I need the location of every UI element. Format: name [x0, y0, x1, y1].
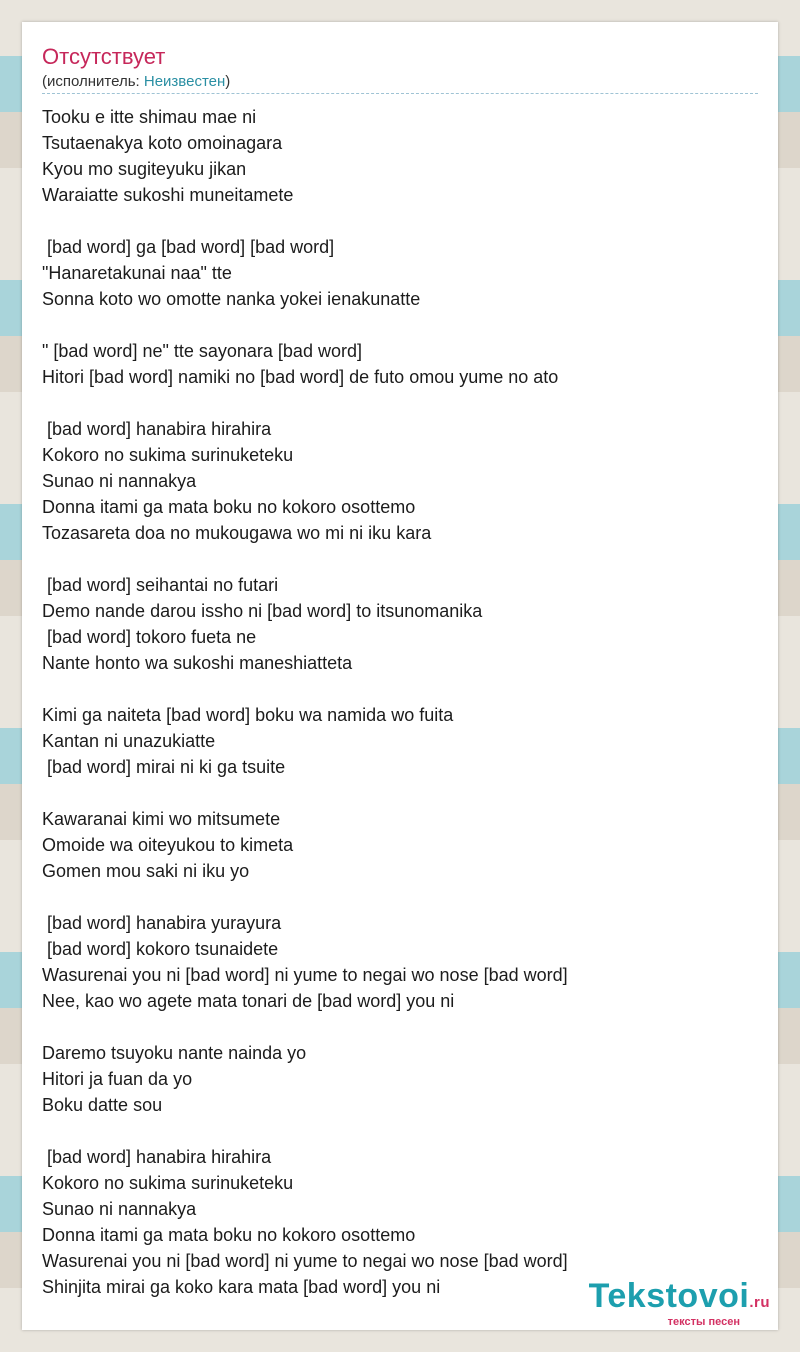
lyric-line: Sonna koto wo omotte nanka yokei ienakunatte: [42, 289, 421, 309]
artist-suffix: ): [225, 73, 231, 90]
song-title: Отсутствует: [42, 44, 166, 69]
lyrics-card: [22, 22, 778, 1330]
lyric-line: Kokoro no sukima surinuketeku: [42, 1173, 294, 1193]
lyric-line: Omoide wa oiteyukou to kimeta: [42, 835, 294, 855]
lyric-line: Kawaranai kimi wo mitsumete: [42, 809, 281, 829]
lyric-line: [42, 208, 762, 234]
lyric-line: [42, 780, 762, 806]
lyric-line: Hitori [bad word] namiki no [bad word] de futo omou yume no ato: [42, 367, 559, 387]
lyric-line: Kimi ga naiteta [bad word] boku wa namida wo fuita: [42, 705, 454, 725]
lyric-line: Shinjita mirai ga koko kara mata [bad word] you ni: [42, 1277, 441, 1297]
lyric-line: [42, 676, 762, 702]
lyric-line: Wasurenai you ni [bad word] ni yume to negai wo nose [bad word]: [42, 1251, 568, 1271]
lyric-line: Sunao ni nannakya: [42, 1199, 197, 1219]
lyric-line: [bad word] hanabira hirahira: [42, 419, 272, 439]
lyric-line: Kantan ni unazukiatte: [42, 731, 216, 751]
artist-prefix: (исполнитель:: [42, 73, 144, 90]
lyric-line: [bad word] ga [bad word] [bad word]: [42, 237, 335, 257]
lyric-line: [42, 312, 762, 338]
lyric-line: " [bad word] ne" tte sayonara [bad word]: [42, 341, 362, 361]
lyric-line: Sunao ni nannakya: [42, 471, 197, 491]
logo-wordmark: [589, 1279, 770, 1320]
lyric-line: Nante honto wa sukoshi maneshiatteta: [42, 653, 353, 673]
lyric-line: [bad word] hanabira hirahira: [42, 1147, 272, 1167]
lyric-line: Kyou mo sugiteyuku jikan: [42, 159, 247, 179]
lyric-line: Demo nande darou issho ni [bad word] to itsunomanika: [42, 601, 483, 621]
lyric-line: [42, 546, 762, 572]
lyric-line: Wasurenai you ni [bad word] ni yume to negai wo nose [bad word]: [42, 965, 568, 985]
lyric-line: Donna itami ga mata boku no kokoro osottemo: [42, 1225, 416, 1245]
lyric-line: Boku datte sou: [42, 1095, 163, 1115]
artist-link[interactable]: Неизвестен: [143, 73, 226, 90]
site-logo[interactable]: [589, 1279, 770, 1328]
lyric-line: [bad word] hanabira yurayura: [42, 913, 282, 933]
artist-line: [42, 73, 230, 91]
lyric-line: [bad word] kokoro tsunaidete: [42, 939, 279, 959]
lyric-line: Waraiatte sukoshi muneitamete: [42, 185, 294, 205]
lyric-line: Tozasareta doa no mukougawa wo mi ni iku kara: [42, 523, 432, 543]
logo-name: Tekstovoi: [588, 1277, 750, 1315]
lyrics-text: [42, 104, 762, 1300]
lyric-line: Daremo tsuyoku nante nainda yo: [42, 1043, 307, 1063]
lyric-line: [bad word] seihantai no futari: [42, 575, 279, 595]
lyric-line: [42, 884, 762, 910]
lyric-line: Nee, kao wo agete mata tonari de [bad word] you ni: [42, 991, 455, 1011]
lyric-line: Hitori ja fuan da yo: [42, 1069, 193, 1089]
lyric-line: Kokoro no sukima surinuketeku: [42, 445, 294, 465]
lyric-line: [42, 390, 762, 416]
logo-tagline: тексты песен: [667, 1316, 740, 1328]
lyric-line: Tooku e itte shimau mae ni: [42, 107, 257, 127]
lyric-line: [42, 1118, 762, 1144]
lyric-line: [bad word] mirai ni ki ga tsuite: [42, 757, 286, 777]
lyric-line: Tsutaenakya koto omoinagara: [42, 133, 283, 153]
lyric-line: Donna itami ga mata boku no kokoro osottemo: [42, 497, 416, 517]
divider: [42, 93, 758, 94]
lyric-line: "Hanaretakunai naa" tte: [42, 263, 232, 283]
lyric-line: [bad word] tokoro fueta ne: [42, 627, 257, 647]
lyric-line: [42, 1014, 762, 1040]
lyric-line: Gomen mou saki ni iku yo: [42, 861, 250, 881]
logo-tld: .ru: [749, 1294, 770, 1311]
